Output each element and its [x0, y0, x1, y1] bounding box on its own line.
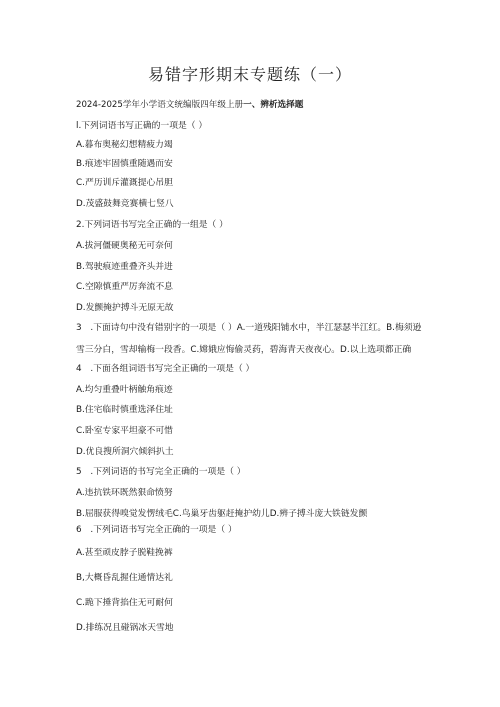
question-2-option-b: B.驾驶痕迹重叠齐头并进: [76, 262, 173, 272]
question-5-option-bcd: B.屈服获得嗅觉发愣绒毛C.鸟巢牙齿躯赶掩护幼儿D.辨子搏斗庞大铁链发颤: [76, 509, 368, 519]
section-heading: 一、辨析选择题: [243, 100, 304, 110]
question-4-stem: 4 .下面各组词语书写完全正确的一项是（ ）: [76, 364, 255, 374]
question-1-option-d: D.茂盛鼓舞竞赛横七竖八: [76, 199, 174, 209]
question-4-option-c: C.卧室专家平坦豪不可惜: [76, 426, 173, 436]
question-5-stem: 5 .下列词语的书写完全正确的一项是（ ）: [76, 467, 246, 477]
subtitle-prefix: 2024-2025学年小学语文统编版四年级上册: [76, 100, 244, 110]
subtitle: [76, 98, 303, 110]
question-6-stem: 6 .下列词语书写完全正确的一项是（ ）: [76, 525, 237, 535]
question-4-option-b: B.住宅临时慎重选泽住址: [76, 405, 173, 415]
question-6-option-d: D.排练况且碰锅冰天雪地: [76, 623, 174, 633]
question-3-stem-line2: 雪三分白，雪却输梅一段香。C.嫦娥应悔偷灵药，碧海青天夜夜心。D.以上选项都正确: [76, 345, 412, 355]
question-6-option-b: B,大概昏乱握住通情达礼: [76, 573, 173, 583]
question-1-option-c: C.严历训斥灌溉提心吊胆: [76, 178, 173, 188]
question-4-option-d: D.优良搜所洞穴倾斜扒土: [76, 447, 174, 457]
question-1-option-b: B.痕迹牢固慎重随遇而安: [76, 159, 173, 169]
question-1-option-a: A.暮布奥秘幻想精疲力竭: [76, 140, 173, 150]
question-5-option-a: A.违抗铁环既然狠命愤努: [76, 488, 173, 498]
page-title: 易错字形期末专题练（一）: [147, 65, 352, 84]
question-2-option-c: C.空隙慎重严厉奔流不息: [76, 282, 173, 292]
question-4-option-a: A.均匀重叠叶柄触角痕迹: [76, 385, 173, 395]
question-6-option-a: A.甚至顽皮脖子脱鞋挽裤: [76, 548, 173, 558]
question-1-stem: l.下列词语书写正确的一项是（ ）: [76, 121, 208, 131]
question-2-stem: 2.下列词语书写完全正确的一组是（ ）: [76, 220, 228, 230]
question-3-stem-line1: 3 .下面诗句中没有错别字的一项是（ ）A.一道残阳铺水中，半江瑟瑟半江红。B.梅须逊: [76, 323, 422, 333]
question-2-option-a: A.拔河僵硬奥秘无可奈何: [76, 241, 173, 251]
question-6-option-c: C.跪下捶背掐住无可耐何: [76, 598, 173, 608]
question-2-option-d: D.发颤掩护搏斗无原无故: [76, 303, 174, 313]
